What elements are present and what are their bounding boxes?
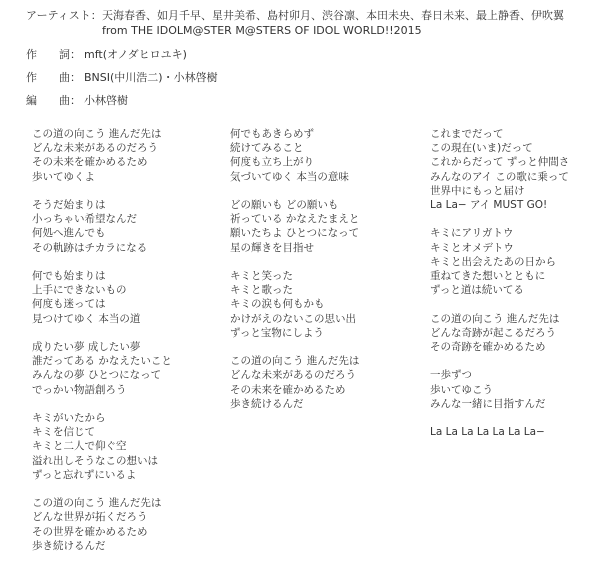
- lyric-line: La La− アイ MUST GO!: [430, 199, 548, 212]
- lyric-line: 何でもあきらめず: [230, 128, 314, 140]
- lyricist-label: 作 詞：: [26, 48, 81, 61]
- lyric-line: そうだ始まりは: [32, 199, 106, 211]
- artist-label: アーティスト：: [26, 9, 102, 22]
- lyric-line: キミと笑った: [230, 270, 293, 282]
- artist-names: 天海春香、如月千早、星井美希、島村卯月、渋谷凛、本田未央、春日未来、最上静香、伊吹翼: [102, 9, 564, 22]
- lyric-line: みんなの夢 ひとつになって: [32, 369, 162, 382]
- lyric-stanza: [430, 127, 569, 212]
- lyric-line: この現在(いま)だって: [430, 142, 533, 155]
- lyric-line: 何度も立ち上がり: [230, 156, 314, 169]
- lyric-line: 見つけてゆく 本当の道: [32, 312, 141, 325]
- source-row: [26, 23, 586, 38]
- lyric-line: 歩き続けるんだ: [230, 397, 304, 410]
- lyrics-column-2: [230, 127, 359, 425]
- lyric-line: キミと歌った: [230, 284, 293, 297]
- lyric-line: みんなのアイ この歌に乗って: [430, 170, 569, 183]
- arranger-row: [26, 93, 586, 108]
- lyric-line: ずっと宝物にしよう: [230, 326, 324, 339]
- lyric-line: その奇跡を確かめるため: [430, 341, 546, 354]
- lyric-line: この道の向こう 進んだ先は: [430, 312, 560, 325]
- lyric-line: どんな未来があるのだろう: [230, 369, 356, 382]
- lyric-line: 歩いてゆくよ: [32, 170, 95, 183]
- lyric-stanza: [430, 226, 569, 297]
- lyric-stanza: [32, 411, 172, 482]
- lyric-line: 誰だってある かなえたいこと: [32, 355, 172, 368]
- lyric-line: その軌跡はチカラになる: [32, 241, 148, 254]
- lyric-line: ずっと道は続いてる: [430, 284, 524, 297]
- lyric-stanza: [430, 425, 569, 439]
- lyric-line: 歩いてゆこう: [430, 383, 493, 396]
- lyric-line: キミとオメデトウ: [430, 241, 514, 254]
- lyric-line: 願いたちよ ひとつになって: [230, 227, 360, 240]
- lyric-stanza: [230, 198, 359, 255]
- lyric-line: 歩き続けるんだ: [32, 539, 106, 552]
- composer-row: [26, 70, 586, 85]
- lyricist-row: [26, 47, 586, 62]
- lyric-line: 何処へ進んでも: [32, 227, 106, 240]
- lyric-line: 溢れ出しそうなこの想いは: [32, 454, 158, 467]
- lyric-line: これまでだって: [430, 128, 504, 140]
- lyric-line: どんな未来があるのだろう: [32, 142, 158, 155]
- lyric-line: どんな奇跡が起こるだろう: [430, 326, 556, 339]
- lyric-line: みんな一緒に目指すんだ: [430, 397, 546, 410]
- lyric-stanza: [32, 496, 172, 553]
- lyric-line: この道の向こう 進んだ先は: [32, 497, 162, 510]
- lyric-line: 重ねてきた想いとともに: [430, 270, 546, 283]
- lyric-line: 何でも始まりは: [32, 270, 106, 282]
- lyric-line: 続けてみること: [230, 142, 304, 155]
- lyric-line: 成りたい夢 成したい夢: [32, 341, 141, 353]
- lyric-stanza: [430, 312, 569, 355]
- lyric-stanza: [32, 269, 172, 326]
- composer-name: BNSI(中川浩二)・小林啓樹: [84, 71, 218, 84]
- lyric-line: でっかい物語創ろう: [32, 383, 127, 396]
- lyric-line: この道の向こう 進んだ先は: [230, 355, 360, 368]
- lyric-line: 祈っている かなえたまえと: [230, 213, 360, 226]
- lyric-line: キミと出会えたあの日から: [430, 255, 556, 268]
- lyric-line: 小っちゃい希望なんだ: [32, 213, 137, 226]
- arranger-name: 小林啓樹: [84, 94, 128, 107]
- source-album: from THE IDOLM@STER M@STERS OF IDOL WORLD!!2015: [102, 24, 422, 37]
- lyric-line: キミの涙も何もかも: [230, 298, 325, 311]
- lyric-line: その未来を確かめるため: [32, 156, 148, 169]
- lyric-line: 気づいてゆく 本当の意味: [230, 170, 349, 183]
- lyrics-column-3: [430, 127, 569, 454]
- lyric-stanza: [230, 127, 359, 184]
- lyric-stanza: [32, 340, 172, 397]
- lyric-stanza: [430, 368, 569, 411]
- lyric-line: La La La La La La La−: [430, 426, 545, 439]
- song-credits: [26, 8, 586, 108]
- lyric-line: 星の輝きを目指せ: [230, 241, 314, 254]
- lyric-stanza: [230, 354, 359, 411]
- lyric-line: この道の向こう 進んだ先は: [32, 128, 162, 140]
- lyric-line: 何度も迷っては: [32, 298, 106, 311]
- lyric-line: 世界中にもっと届け: [430, 184, 525, 197]
- lyric-line: どんな世界が拓くだろう: [32, 511, 148, 524]
- arranger-label: 編 曲：: [26, 94, 81, 107]
- lyric-line: キミがいたから: [32, 412, 106, 424]
- lyric-stanza: [230, 269, 359, 340]
- artist-row: [26, 8, 586, 23]
- lyricist-name: mft(オノダヒロユキ): [84, 48, 187, 61]
- lyric-line: かけがえのないこの思い出: [230, 312, 356, 325]
- lyric-line: 上手にできないもの: [32, 284, 127, 297]
- lyric-line: これからだって ずっと仲間さ: [430, 156, 570, 169]
- lyric-line: キミを信じて: [32, 426, 95, 439]
- lyric-stanza: [32, 198, 172, 255]
- lyric-stanza: [32, 127, 172, 184]
- lyric-line: 一歩ずつ: [430, 369, 472, 382]
- lyric-line: その世界を確かめるため: [32, 525, 148, 538]
- lyric-line: キミにアリガトウ: [430, 227, 514, 240]
- lyric-line: ずっと忘れずにいるよ: [32, 468, 137, 481]
- lyric-line: キミと二人で仰ぐ空: [32, 440, 127, 453]
- lyric-line: どの願いも どの願いも: [230, 199, 339, 211]
- lyrics-column-1: [32, 127, 172, 567]
- lyric-line: その未来を確かめるため: [230, 383, 346, 396]
- composer-label: 作 曲：: [26, 71, 81, 84]
